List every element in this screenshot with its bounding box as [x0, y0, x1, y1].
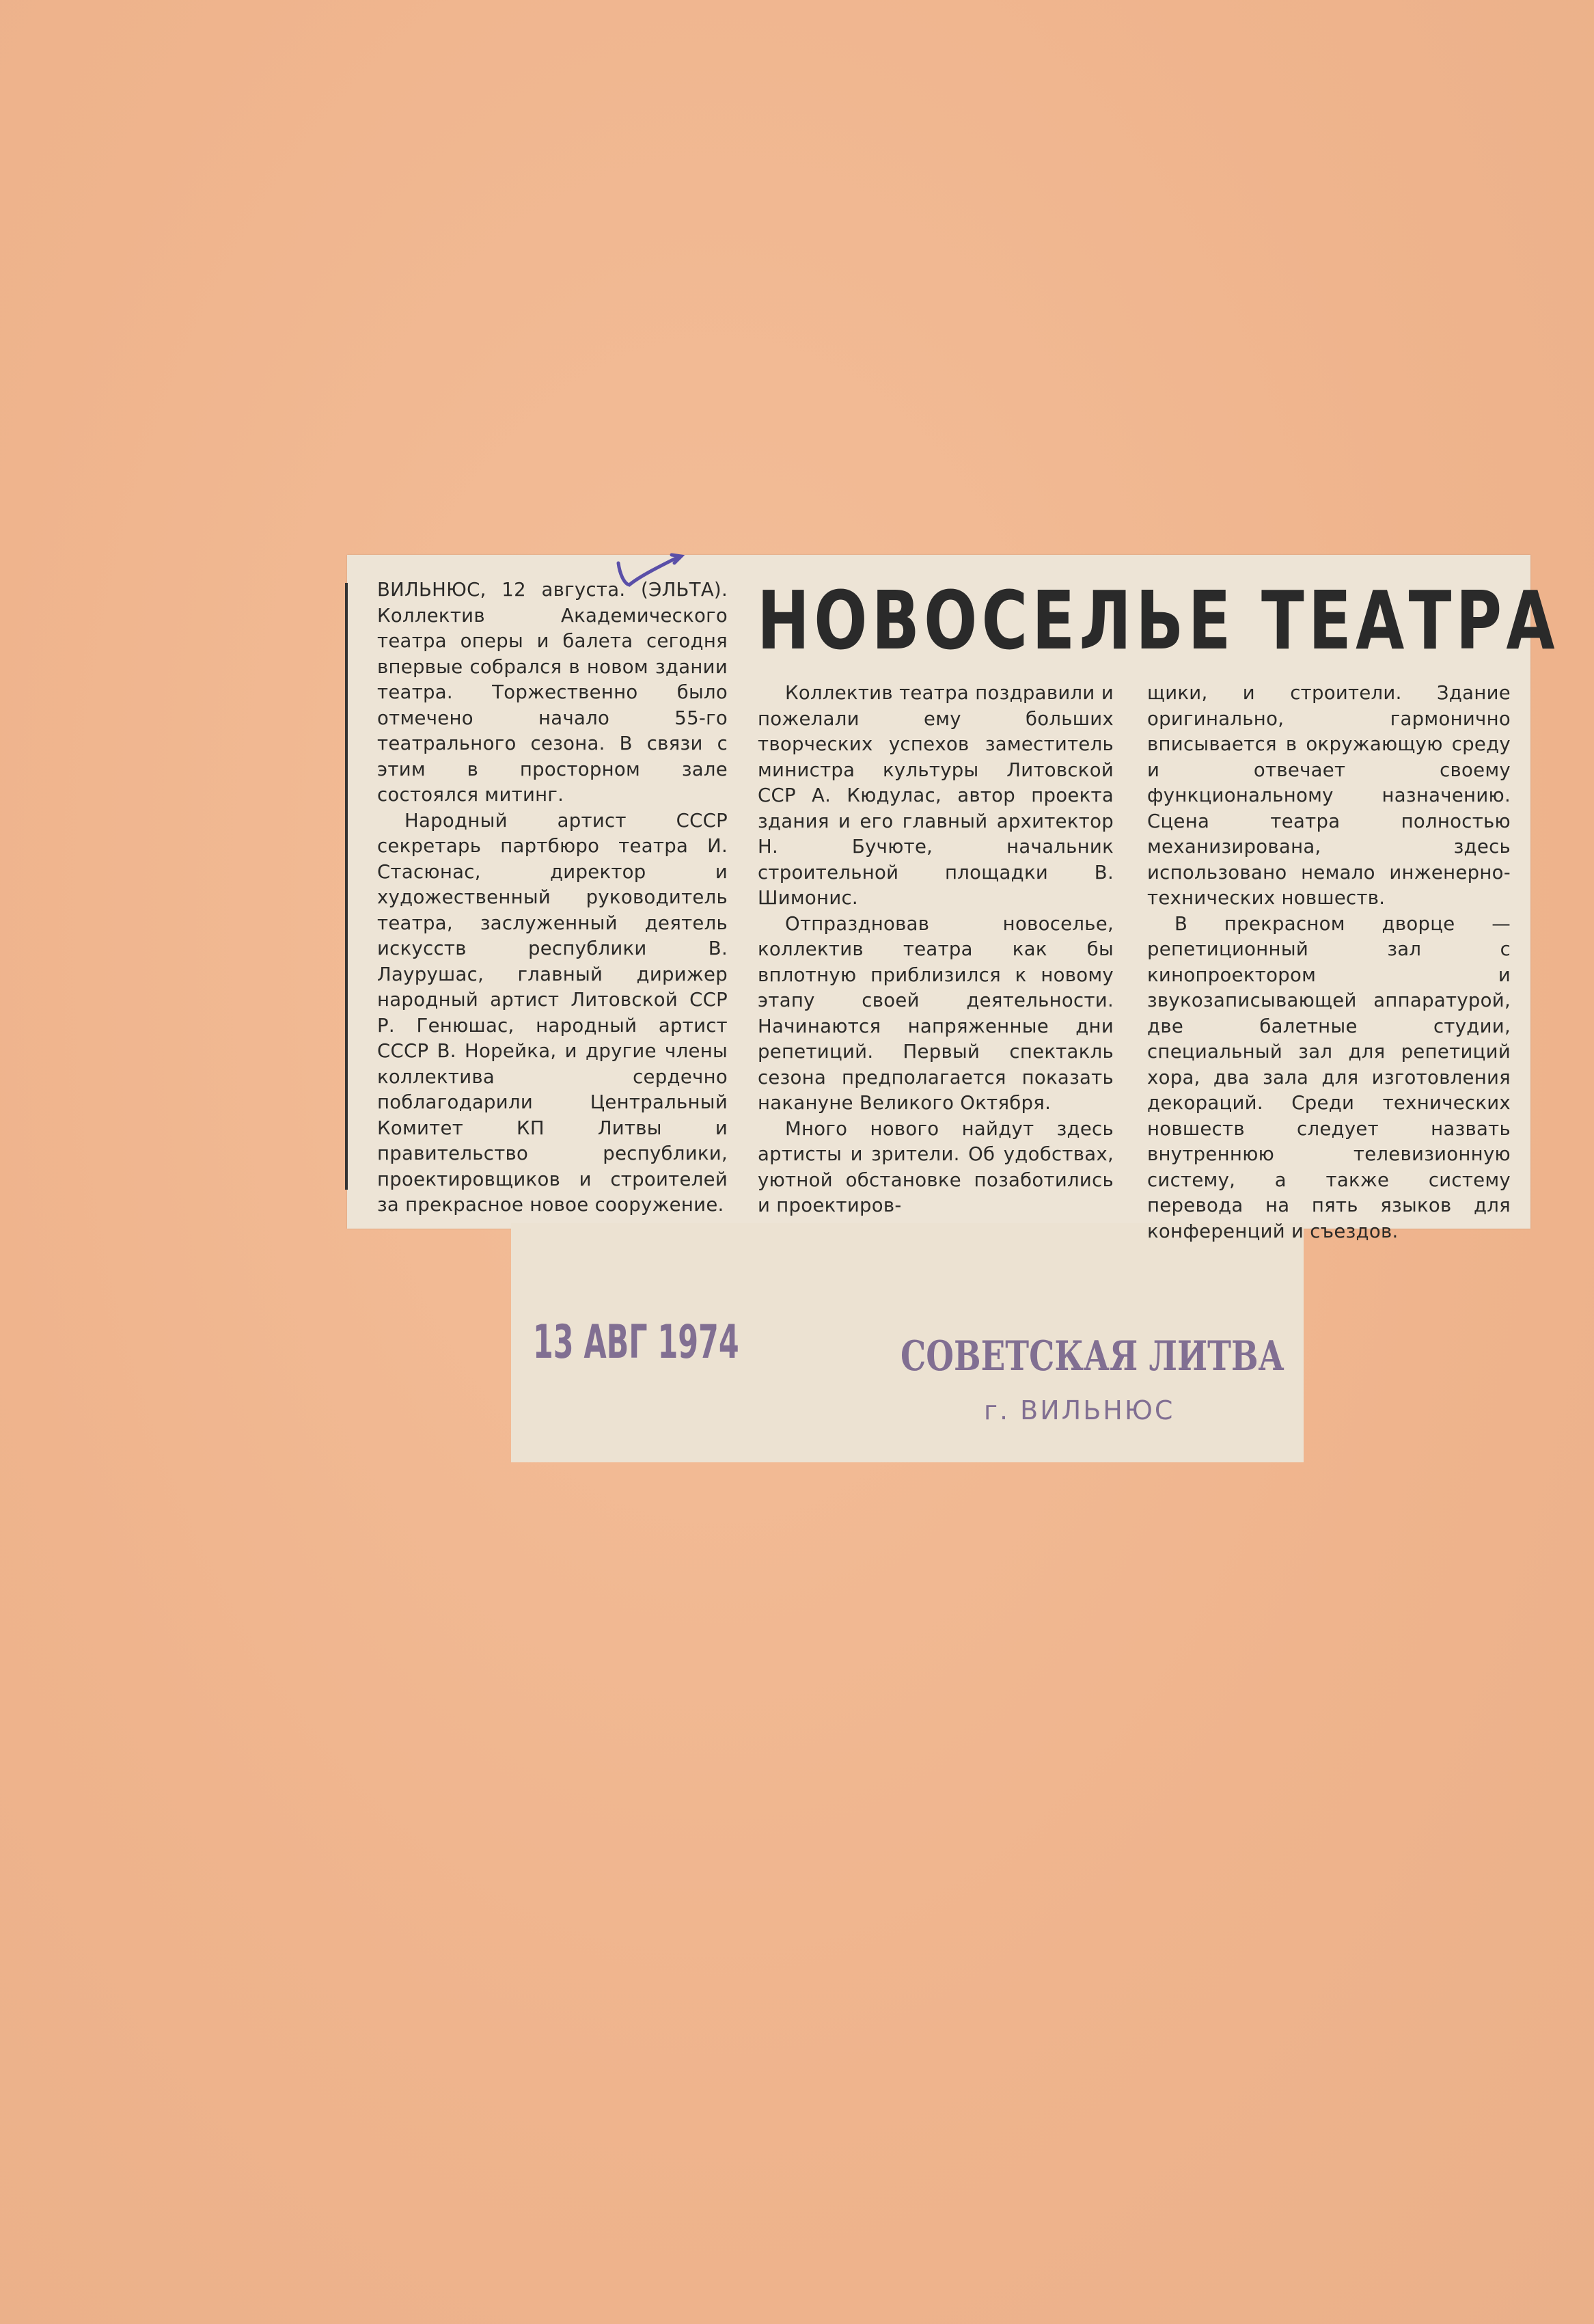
article-headline: НОВОСЕЛЬЕ ТЕАТРА — [757, 573, 1559, 668]
date-stamp: 13 АВГ 1974 — [533, 1315, 739, 1369]
article-paragraph: Коллектив театра поздравили и пожелали ему больших творческих успехов заместитель министра культуры Литовской ССР А. Кюдулас, автор проекта здания и его главный архитектор Н. Бучюте, начальник строительной площадки В. Шимонис. — [758, 682, 1114, 909]
article-column-2 — [758, 681, 1114, 1219]
column-rule — [345, 583, 348, 1190]
article-column-1 — [377, 577, 728, 1218]
city-stamp: г. ВИЛЬНЮС — [984, 1395, 1175, 1425]
article-paragraph: щики, и строители. Здание оригинально, гармонично вписывается в окружающую среду и отвечает своему функциональному назначению. Сцена театра полностью механизирована, здесь использовано немало инженерно-технических новшеств. — [1147, 682, 1511, 909]
article-paragraph: Народный артист СССР секретарь партбюро театра И. Стасюнас, директор и художественный руководитель театра, заслуженный деятель искусств республики В. Лаурушас, главный дирижер народный артист Литовской ССР Р. Генюшас, народный артист СССР В. Норейка, и другие члены коллектива сердечно поблагодарили Центральный Комитет КП Литвы и правительство республики, проектировщиков и строителей за прекрасное новое сооружение. — [377, 809, 728, 1216]
article-paragraph: В прекрасном дворце — репетиционный зал с кинопроектором и звукозаписывающей аппаратурой, две балетные студии, специальный зал для репетиций хора, два зала для изготовления декораций. Среди технических новшеств следует назвать внутреннюю телевизионную систему, а также систему перевода на пять языков для конференций и съездов. — [1147, 912, 1511, 1242]
article-column-3 — [1147, 681, 1511, 1244]
article-paragraph: ВИЛЬНЮС, 12 августа. (ЭЛЬТА). Коллектив Академического театра оперы и балета сегодня впервые собрался в новом здании театра. Торжественно было отмечено начало 55-го театрального сезона. В связи с этим в просторном зале состоялся митинг. — [377, 579, 728, 806]
article-paragraph: Отпраздновав новоселье, коллектив театра как бы вплотную приблизился к новому этапу своей деятельности. Начинаются напряженные дни репетиций. Первый спектакль сезона предполагается показать накануне Великого Октября. — [758, 912, 1114, 1114]
article-paragraph: Много нового найдут здесь артисты и зрители. Об удобствах, уютной обстановке позаботились и проектиров- — [758, 1117, 1114, 1216]
newspaper-name-stamp: СОВЕТСКАЯ ЛИТВА — [901, 1332, 1284, 1380]
